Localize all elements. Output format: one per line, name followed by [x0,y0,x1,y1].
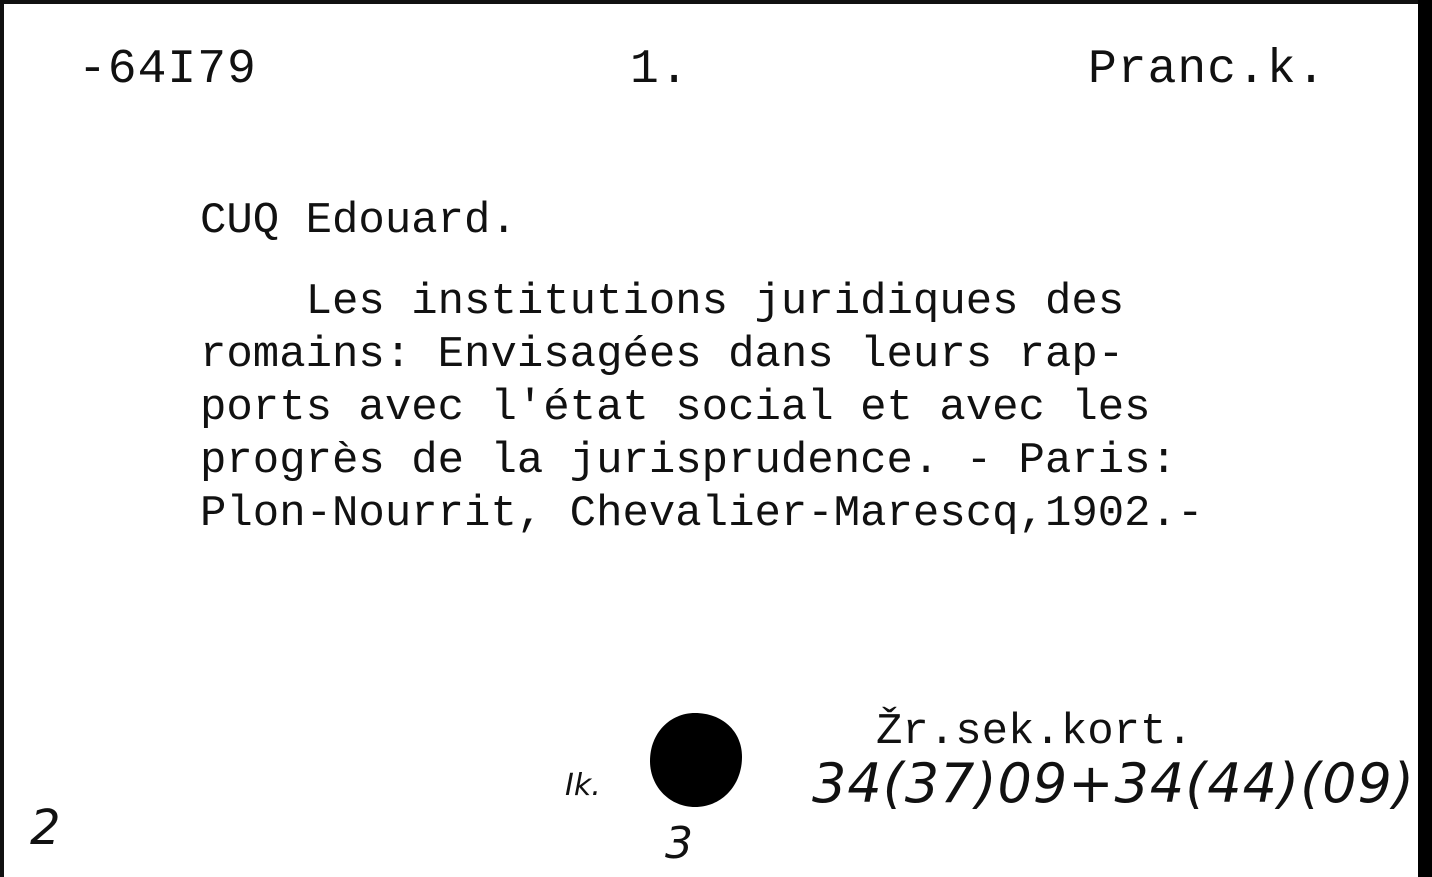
card-sequence: 1. [630,43,690,97]
cross-reference-note: Žr.sek.kort. [876,707,1193,757]
handwritten-number: 2 [30,800,61,856]
title-line: Plon-Nourrit, Chevalier-Marescq,1902.- [200,489,1204,539]
title-line: Les institutions juridiques des [200,277,1125,327]
card-border-right [1418,0,1432,877]
card-number: -64I79 [78,43,257,97]
handwritten-under-dot: 3 [665,818,693,869]
card-border-left [0,0,4,877]
title-description [200,276,1360,541]
title-line: romains: Envisagées dans leurs rap- [200,330,1125,380]
title-line: ports avec l'état social et avec les [200,383,1151,433]
title-line: progrès de la jurisprudence. - Paris: [200,436,1177,486]
author-heading: CUQ Edouard. [200,196,517,246]
card-border-top [0,0,1432,4]
handwritten-shelf-code: 34(37)09+34(44)(09) [812,752,1415,815]
card-classification: Pranc.k. [1088,43,1327,97]
handwritten-ik: Ik. [565,768,601,803]
black-dot-stamp [640,705,750,815]
